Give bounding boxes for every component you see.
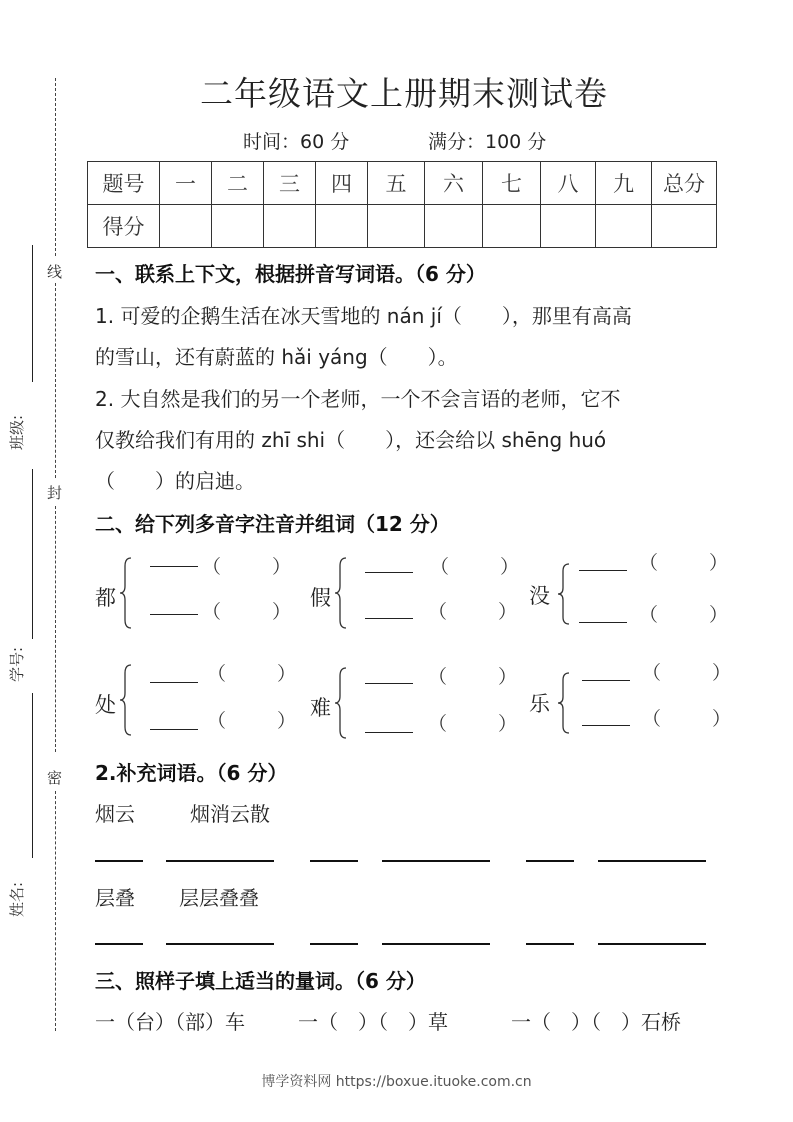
paren-open: （ <box>428 601 448 623</box>
paren-close: ） <box>498 666 518 688</box>
table-header-cell: 四 <box>316 162 368 205</box>
paren-open: （ <box>202 556 222 578</box>
polyphone-group-mei <box>529 552 739 636</box>
idiom-fill-blank[interactable] <box>382 860 490 862</box>
section1-line: 1. 可爱的企鹅生活在冰天雪地的 nán jí（ ），那里有高高 <box>95 304 632 328</box>
word-fill-blank[interactable] <box>95 860 143 862</box>
polyphone-char: 处 <box>95 693 116 717</box>
word-blank[interactable] <box>365 683 413 684</box>
section3-heading: 三、照样子填上适当的量词。（6 分） <box>95 969 426 993</box>
polyphone-group-le <box>529 662 739 746</box>
word-blank[interactable] <box>150 614 198 615</box>
paren-open: （ <box>428 666 448 688</box>
polyphone-group-chu <box>95 663 305 743</box>
paren-open: （ <box>207 710 227 732</box>
question-number-row <box>88 162 717 205</box>
polyphone-group-dou <box>95 556 305 636</box>
paren-open: （ <box>639 604 659 626</box>
paren-close: ） <box>272 601 292 623</box>
score-table <box>87 161 717 248</box>
idiom-fill-blank[interactable] <box>598 943 706 945</box>
paren-open: （ <box>207 663 227 685</box>
word-blank[interactable] <box>365 618 413 619</box>
paren-close: ） <box>277 663 297 685</box>
brace-icon <box>119 663 133 737</box>
word-fill-blank[interactable] <box>526 860 574 862</box>
section2-heading: 二、给下列多音字注音并组词（12 分） <box>95 512 450 536</box>
score-cell[interactable] <box>212 205 264 248</box>
table-header-cell: 五 <box>368 162 425 205</box>
paren-open: （ <box>642 708 662 730</box>
score-cell[interactable] <box>368 205 425 248</box>
table-header-cell: 题号 <box>88 162 160 205</box>
student-id-field-label: 学号: <box>8 646 26 682</box>
paren-close: ） <box>709 552 729 574</box>
paren-open: （ <box>202 601 222 623</box>
page-title: 二年级语文上册期末测试卷 <box>200 74 608 113</box>
seal-char-xian: 线 <box>47 263 63 281</box>
polyphone-group-jia <box>310 556 520 636</box>
word-fill-blank[interactable] <box>310 943 358 945</box>
polyphone-char: 假 <box>310 586 331 610</box>
paren-close: ） <box>272 556 292 578</box>
score-cell[interactable] <box>483 205 541 248</box>
class-field-line-bottom[interactable] <box>32 469 33 639</box>
brace-icon <box>557 562 571 626</box>
paren-close: ） <box>709 604 729 626</box>
paren-open: （ <box>430 556 450 578</box>
example-idiom: 层层叠叠 <box>179 886 259 910</box>
seal-char-mi: 密 <box>47 769 63 787</box>
table-header-cell: 八 <box>541 162 596 205</box>
table-header-cell: 总分 <box>652 162 717 205</box>
measure-word-item[interactable]: 一（ ）（ ）石桥 <box>511 1010 681 1034</box>
polyphone-char: 没 <box>529 584 550 608</box>
paren-open: （ <box>642 662 662 684</box>
example-word: 烟云 <box>95 802 135 826</box>
binding-dashed-line <box>55 791 56 1031</box>
idiom-fill-blank[interactable] <box>598 860 706 862</box>
word-fill-blank[interactable] <box>310 860 358 862</box>
word-blank[interactable] <box>150 682 198 683</box>
polyphone-char: 难 <box>310 696 331 720</box>
score-row <box>88 205 717 248</box>
paren-open: （ <box>639 552 659 574</box>
table-header-cell: 九 <box>596 162 652 205</box>
full-score: 满分：100 分 <box>428 131 547 153</box>
exam-time: 时间：60 分 <box>243 131 350 153</box>
section1-line: 2. 大自然是我们的另一个老师，一个不会言语的老师，它不 <box>95 387 621 411</box>
seal-char-feng: 封 <box>47 484 63 502</box>
word-blank[interactable] <box>579 622 627 623</box>
paren-close: ） <box>277 710 297 732</box>
word-blank[interactable] <box>365 572 413 573</box>
polyphone-char: 乐 <box>529 692 550 716</box>
table-header-cell: 二 <box>212 162 264 205</box>
word-blank[interactable] <box>582 725 630 726</box>
class-field-line-top <box>32 245 33 382</box>
polyphone-group-nan <box>310 666 520 746</box>
brace-icon <box>334 556 348 630</box>
idiom-fill-blank[interactable] <box>166 860 274 862</box>
section1-heading: 一、联系上下文，根据拼音写词语。（6 分） <box>95 262 486 286</box>
paren-close: ） <box>712 662 732 684</box>
word-blank[interactable] <box>365 732 413 733</box>
score-cell[interactable] <box>264 205 316 248</box>
idiom-fill-blank[interactable] <box>166 943 274 945</box>
score-cell[interactable] <box>425 205 483 248</box>
score-row-label: 得分 <box>88 205 160 248</box>
example-idiom: 烟消云散 <box>190 802 270 826</box>
measure-word-example: 一（台）（部）车 <box>95 1010 245 1034</box>
score-cell[interactable] <box>541 205 596 248</box>
score-cell[interactable] <box>160 205 212 248</box>
brace-icon <box>557 671 571 735</box>
section2b-heading: 2.补充词语。（6 分） <box>95 761 288 785</box>
paren-close: ） <box>498 601 518 623</box>
footer-watermark: 博学资料网 https://boxue.ituoke.com.cn <box>261 1074 532 1090</box>
table-header-cell: 六 <box>425 162 483 205</box>
name-field-label: 姓名: <box>8 881 26 917</box>
brace-icon <box>334 666 348 740</box>
score-cell[interactable] <box>596 205 652 248</box>
word-blank[interactable] <box>150 729 198 730</box>
section1-line: （ ）的启迪。 <box>95 469 255 493</box>
idiom-fill-blank[interactable] <box>382 943 490 945</box>
example-word: 层叠 <box>95 886 135 910</box>
paren-open: （ <box>428 713 448 735</box>
brace-icon <box>119 556 133 630</box>
paren-close: ） <box>712 708 732 730</box>
table-header-cell: 七 <box>483 162 541 205</box>
word-blank[interactable] <box>579 570 627 571</box>
table-header-cell: 一 <box>160 162 212 205</box>
binding-dashed-line <box>55 283 56 478</box>
paren-close: ） <box>500 556 520 578</box>
section1-line: 仅教给我们有用的 zhī shi（ ），还会给以 shēng huó <box>95 428 607 452</box>
score-cell[interactable] <box>316 205 368 248</box>
paren-close: ） <box>498 713 518 735</box>
word-fill-blank[interactable] <box>95 943 143 945</box>
word-blank[interactable] <box>582 680 630 681</box>
polyphone-char: 都 <box>95 586 116 610</box>
word-fill-blank[interactable] <box>526 943 574 945</box>
class-field-label: 班级: <box>8 414 26 450</box>
score-cell-total[interactable] <box>652 205 717 248</box>
student-id-field-line[interactable] <box>32 693 33 858</box>
table-header-cell: 三 <box>264 162 316 205</box>
measure-word-item[interactable]: 一（ ）（ ）草 <box>298 1010 448 1034</box>
binding-dashed-line <box>55 506 56 752</box>
word-blank[interactable] <box>150 566 198 567</box>
section1-line: 的雪山，还有蔚蓝的 hǎi yáng（ ）。 <box>95 345 458 369</box>
